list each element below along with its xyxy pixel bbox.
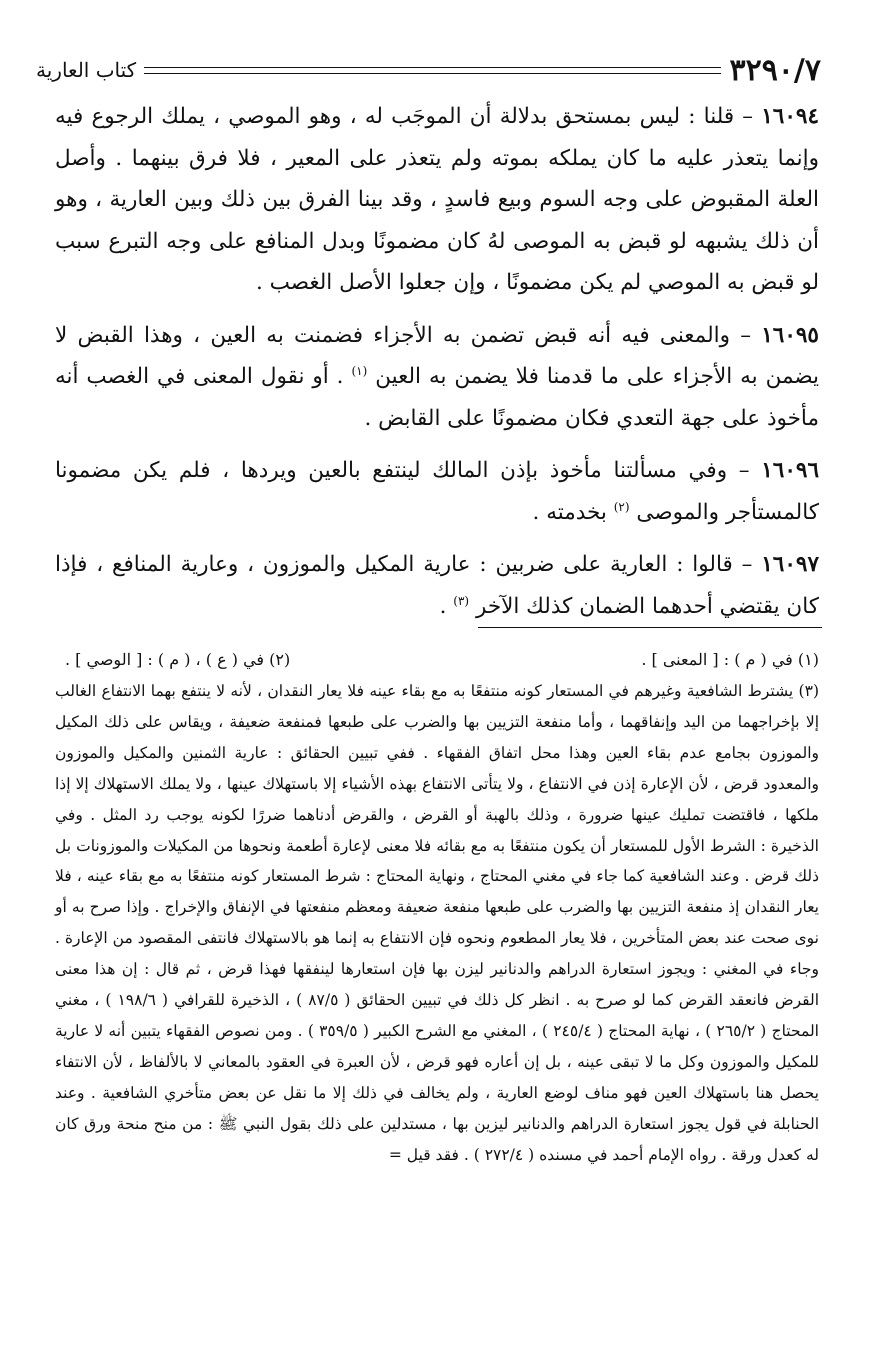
paragraph-number: ١٦٠٩٤ — [761, 104, 819, 129]
main-text — [55, 96, 819, 638]
footnote-ref: (٣) — [453, 593, 470, 608]
page-number: ٣٢٩٠/٧ — [729, 52, 821, 88]
book-title: كتاب العارية — [36, 58, 137, 82]
paragraph-number: ١٦٠٩٧ — [761, 552, 819, 577]
paragraph-text: – قالوا : العارية على ضربين : عارية المكيل والموزون ، وعارية المنافع ، فإذا كان يقتضي أحدهما الضمان كذلك الآخر — [55, 552, 819, 619]
footnote-ref: (٢) — [613, 499, 630, 514]
paragraph-number: ١٦٠٩٦ — [761, 458, 819, 483]
footnotes — [55, 648, 819, 1171]
paragraph-16097 — [55, 544, 819, 627]
footnote-3: (٣) يشترط الشافعية وغيرهم في المستعار كونه منتفعًا به مع بقاء عينه فلا يعار النقدان ، لأنه لا ينتفع بهما الانتفاع الغالب إلا بإخراجهما من اليد وإنفاقهما ، وأما منفعة التزيين بها والضرب على طبعها فمنفعة ضعيفة ، ويقاس على ذلك المكيل والموزون بجامع عدم بقاء العين وهذا محل اتفاق الفقهاء . ففي تبيين الحقائق : عارية الثمنين والمكيل والموزون والمعدود قرض ، لأن الإعارة إذن في الانتفاع ، ولا يتأتى الانتفاع بهذه الأشياء إلا باستهلاك عينها ، ولا يملك الاستهلاك إلا إذا ملكها ، فاقتضت تمليك عينها ضرورة ، وذلك بالهبة أو القرض ، والقرض أدناهما ضررًا لكونه يوجب رد المثل . وفي الذخيرة : الشرط الأول للمستعار أن يكون منتفعًا به مع بقائه فلا معنى لإعارة أطعمة ونحوها من المكيلات والموزونات بل ذلك قرض . وعند الشافعية كما جاء في مغني المحتاج ، ونهاية المحتاج : شرط المستعار كونه منتفعًا به مع بقاء عينه ، فلا يعار النقدان إذ منفعة التزيين بها والضرب على طبعها منفعة ضعيفة ومعظم منفعتها في الإنفاق والإخراج . وإذا صرح به أو نوى صحت عند بعض المتأخرين ، فلا يعار المطعوم ونحوه فإن الانتفاع به إنما هو بالاستهلاك فانتفى المقصود من الإعارة . وجاء في المغني : ويجوز استعارة الدراهم والدنانير ليزن بها فإن استعارها لينفقها فهذا قرض ، ثم قال : إن هذا معنى القرض فانعقد القرض كما لو صرح به . انظر كل ذلك في تبيين الحقائق ( ٨٧/٥ ) ، الذخيرة للقرافي ( ١٩٨/٦ ) ، مغني المحتاج ( ٢٦٥/٢ ) ، نهاية المحتاج ( ٢٤٥/٤ ) ، المغني مع الشرح الكبير ( ٣٥٩/٥ ) . ومن نصوص الفقهاء يتبين أنه لا عارية للمكيل والموزون وكل ما لا تبقى عينه ، بل إن أعاره فهو قرض ، لأن العبرة في العقود بالمعاني لا بالألفاظ ، لأن الانتفاء يحصل هنا باستهلاك العين فهو مناف لوضع العارية ، ولم يخالف في ذلك إلا ما نقل عن بعض متأخري الشافعية . وعند الحنابلة في قول يجوز استعارة الدراهم والدنانير ليزين بها ، مستدلين على ذلك بقول النبي ﷺ : من منح منحة ورق كان له كعدل ورقة . رواه الإمام أحمد في مسنده ( ٢٧٢/٤ ) . فقد قيل = — [55, 682, 820, 1164]
paragraph-text-continued: . — [439, 593, 454, 619]
paragraph-16094 — [55, 96, 819, 304]
footnote-ref: (١) — [351, 363, 368, 378]
paragraph-text-continued: . أو نقول المعنى في الغصب أنه مأخوذ على جهة التعدي فكان مضمونًا على القابض . — [55, 364, 819, 431]
paragraph-text-continued: بخدمته . — [532, 499, 614, 525]
paragraph-16096 — [55, 450, 819, 533]
footnote-1: (١) في ( م ) : [ المعنى ] . — [641, 650, 819, 669]
footnote-divider — [478, 627, 822, 628]
paragraph-text: – وفي مسألتنا مأخوذ بإذن المالك لينتفع بالعين ويردها ، فلم يكن مضمونا كالمستأجر والموصى — [55, 458, 819, 525]
running-header — [36, 50, 821, 90]
footnote-row — [55, 648, 819, 672]
paragraph-text: – قلنا : ليس بمستحق بدلالة أن الموجَب له ، وهو الموصي ، يملك الرجوع فيه وإنما يتعذر عليه ما كان يملكه بموته ولم يتعذر على المعير ، فلا فرق بينهما . وأصل العلة المقبوض على وجه السوم وبيع فاسدٍ ، وقد بينا الفرق بين ذلك وبين العارية ، وهو أن ذلك يشبهه لو قبض به الموصى لهُ كان مضمونًا وبدل المنافع على وجه التبرع سبب لو قبض به الموصي لم يكن مضمونًا ، وإن جعلوا الأصل الغصب . — [55, 104, 819, 295]
footnote-2: (٢) في ( ع ) ، ( م ) : [ الوصي ] . — [65, 650, 291, 669]
paragraph-number: ١٦٠٩٥ — [761, 322, 819, 348]
header-rule — [144, 67, 721, 74]
paragraph-text: – والمعنى فيه أنه قبض تضمن به الأجزاء فضمنت به العين ، وهذا القبض لا يضمن به الأجزاء على ما قدمنا فلا يضمن به العين — [55, 322, 820, 389]
paragraph-16095 — [55, 315, 819, 440]
